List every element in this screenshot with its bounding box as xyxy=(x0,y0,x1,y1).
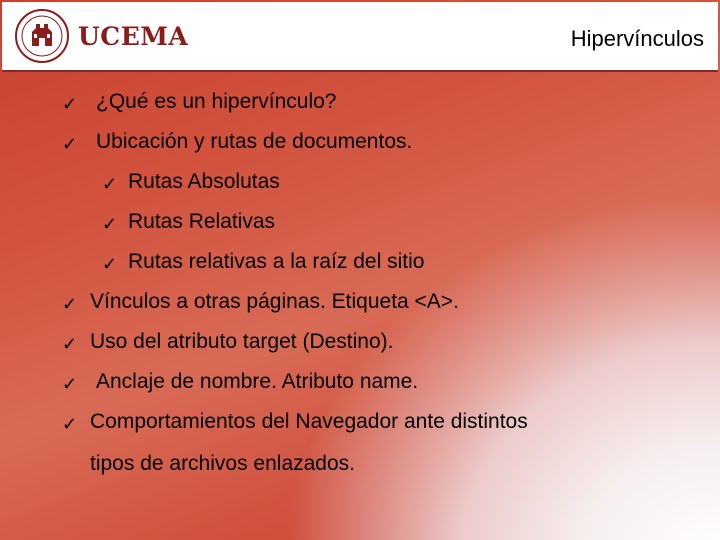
page-title: Hipervínculos xyxy=(570,26,704,51)
check-icon: ✓ xyxy=(62,294,78,314)
check-icon: ✓ xyxy=(102,254,118,274)
list-item: Uso del atributo target (Destino). xyxy=(90,330,394,353)
list-item: ¿Qué es un hipervínculo? xyxy=(96,90,337,113)
check-icon: ✓ xyxy=(102,214,118,234)
list-item: Rutas relativas a la raíz del sitio xyxy=(128,250,425,273)
list-item: Anclaje de nombre. Atributo name. xyxy=(96,370,419,393)
list-item-continuation: tipos de archivos enlazados. xyxy=(90,452,355,475)
list-item: Ubicación y rutas de documentos. xyxy=(96,130,413,153)
brand-name: UCEMA xyxy=(78,22,189,51)
check-icon: ✓ xyxy=(62,134,78,154)
check-icon: ✓ xyxy=(62,94,78,114)
check-icon: ✓ xyxy=(102,174,118,194)
check-icon: ✓ xyxy=(62,414,78,434)
check-icon: ✓ xyxy=(62,334,78,354)
list-item: Comportamientos del Navegador ante distintos xyxy=(90,410,528,433)
check-icon: ✓ xyxy=(62,374,78,394)
list-item: Vínculos a otras páginas. Etiqueta <A>. xyxy=(90,290,459,313)
list-item: Rutas Relativas xyxy=(128,210,276,233)
list-item: Rutas Absolutas xyxy=(128,170,280,193)
